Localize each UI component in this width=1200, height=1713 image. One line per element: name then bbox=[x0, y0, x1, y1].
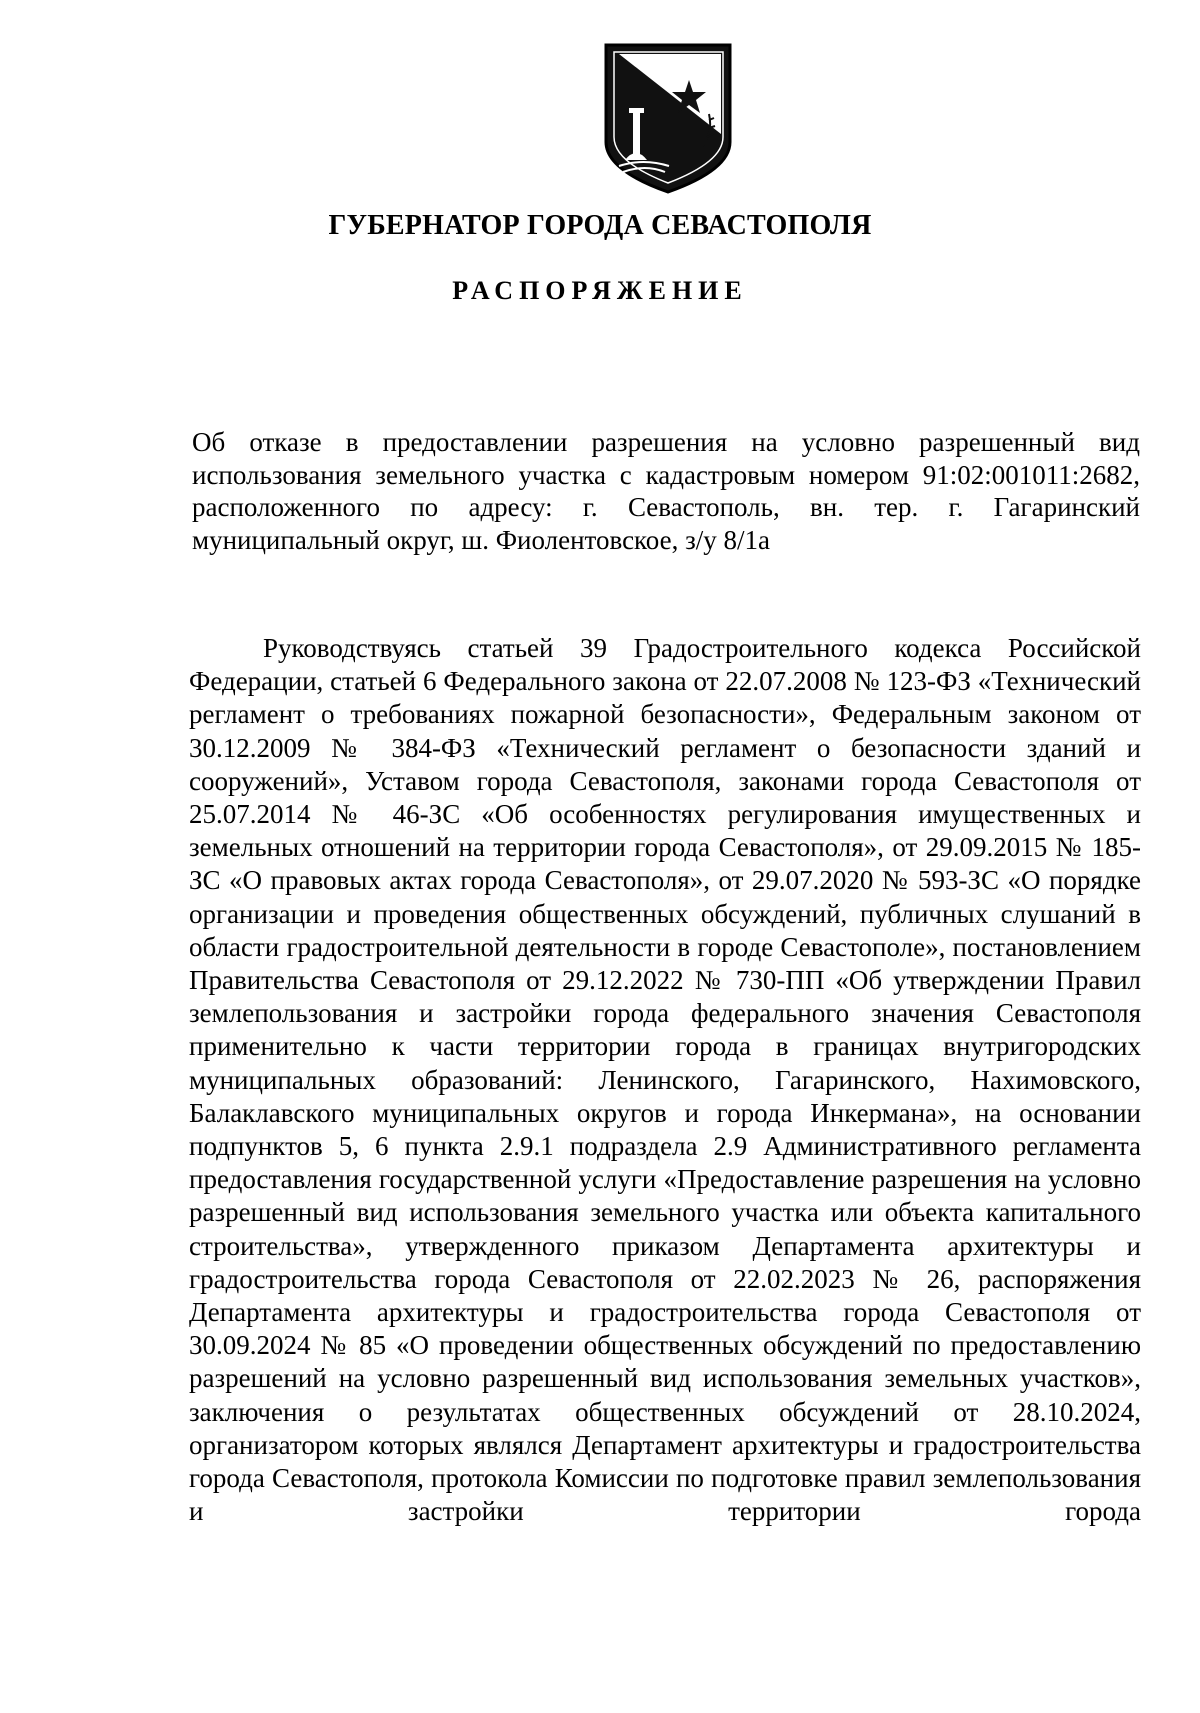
document-body-paragraph: Руководствуясь статьей 39 Градостроительного кодекса Российской Федерации, статьей 6 Федерального закона от 22.07.2008 № 123-ФЗ «Технический регламент о требованиях пожарной безопасности», Федеральным законом от 30.12.2009 № 384-ФЗ «Технический регламент о безопасности зданий и сооружений», Уставом города Севастополя, законами города Севастополя от 25.07.2014 № 46-ЗС «Об особенностях регулирования имущественных и земельных отношений на территории города Севастополя», от 29.09.2015 № 185-ЗС «О правовых актах города Севастополя», от 29.07.2020 № 593-ЗС «О порядке организации и проведения общественных обсуждений, публичных слушаний в области градостроительной деятельности в городе Севастополе», постановлением Правительства Севастополя от 29.12.2022 № 730-ПП «Об утверждении Правил землепользования и застройки города федерального значения Севастополя применительно к части территории города в границах внутригородских муниципальных образований: Ленинского, Гагаринского, Нахимовского, Балаклавского муниципальных округов и города Инкермана», на основании подпунктов 5, 6 пункта 2.9.1 подраздела 2.9 Административного регламента предоставления государственной услуги «Предоставление разрешения на условно разрешенный вид использования земельного участка или объекта капитального строительства», утвержденного приказом Департамента архитектуры и градостроительства города Севастополя от 22.02.2023 № 26, распоряжения Департамента архитектуры и градостроительства города Севастополя от 30.09.2024 № 85 «О проведении общественных обсуждений по предоставлению разрешений на условно разрешенный вид использования земельных участков», заключения о результатах общественных обсуждений от 28.10.2024, организатором которых являлся Департамент архитектуры и градостроительства города Севастополя, протокола Комиссии по подготовке правил землепользования и застройки территории города bbox=[189, 633, 1141, 1527]
document-subject: Об отказе в предоставлении разрешения на условно разрешенный вид использования земельного участка с кадастровым номером 91:02:001011:2682, расположенного по адресу: г. Севастополь, вн. тер. г. Гагаринский муниципальный округ, ш. Фиолентовское, з/у 8/1а bbox=[192, 427, 1140, 555]
coat-of-arms-icon bbox=[603, 42, 733, 194]
document-type: РАСПОРЯЖЕНИЕ bbox=[452, 276, 748, 305]
issuing-authority: ГУБЕРНАТОР ГОРОДА СЕВАСТОПОЛЯ bbox=[328, 210, 872, 241]
